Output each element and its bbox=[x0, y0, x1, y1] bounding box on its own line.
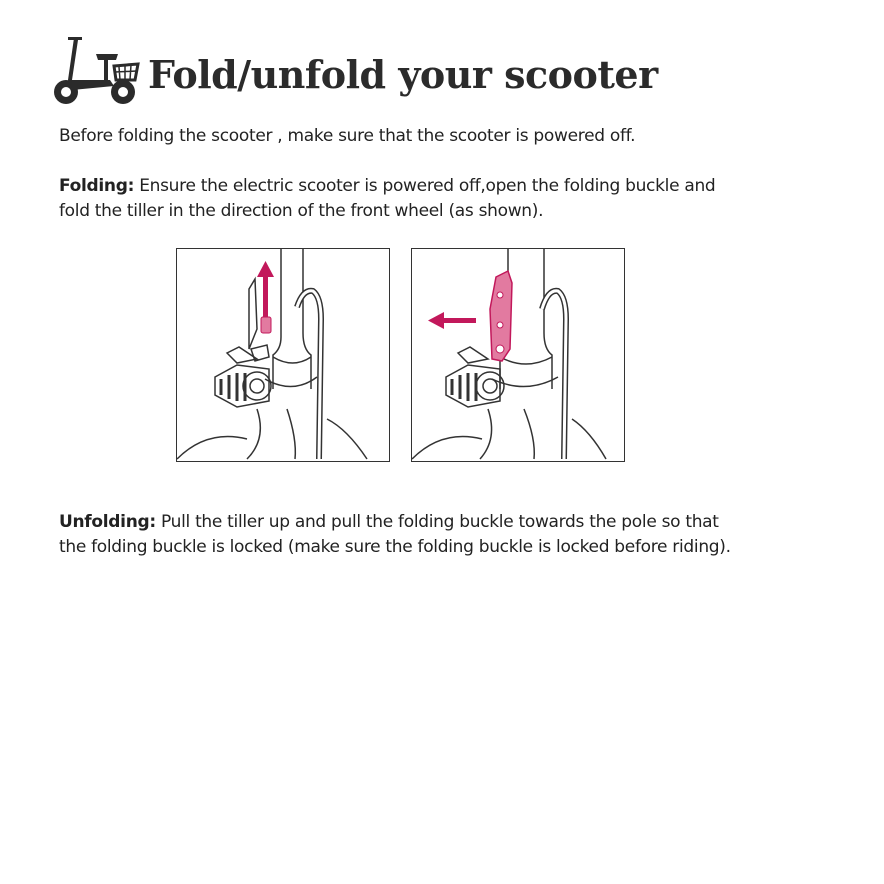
buckle-open-up-arrow-illustration bbox=[177, 249, 389, 461]
page-title: Fold/unfold your scooter bbox=[148, 51, 658, 97]
scooter-with-basket-icon bbox=[52, 34, 140, 114]
folding-line-2: fold the tiller in the direction of the front wheel (as shown). bbox=[59, 201, 544, 221]
intro-paragraph bbox=[59, 124, 635, 149]
tiller-fold-left-arrow-illustration bbox=[412, 249, 624, 461]
folding-paragraph bbox=[59, 174, 715, 224]
intro-text: Before folding the scooter , make sure that the scooter is powered off. bbox=[59, 126, 636, 146]
left-arrow-icon bbox=[428, 312, 476, 329]
title-row bbox=[52, 34, 658, 114]
folding-line-1: Ensure the electric scooter is powered off,open the folding buckle and bbox=[134, 176, 716, 196]
unfolding-label: Unfolding: bbox=[59, 512, 156, 532]
unfolding-line-2: the folding buckle is locked (make sure the folding buckle is locked before riding). bbox=[59, 537, 731, 557]
folding-label: Folding: bbox=[59, 176, 135, 196]
up-arrow-icon bbox=[257, 261, 274, 333]
figure-open-buckle bbox=[176, 248, 390, 462]
unfolding-paragraph bbox=[59, 510, 731, 560]
figure-fold-tiller bbox=[411, 248, 625, 462]
unfolding-line-1: Pull the tiller up and pull the folding buckle towards the pole so that bbox=[155, 512, 719, 532]
folded-buckle bbox=[490, 271, 512, 361]
